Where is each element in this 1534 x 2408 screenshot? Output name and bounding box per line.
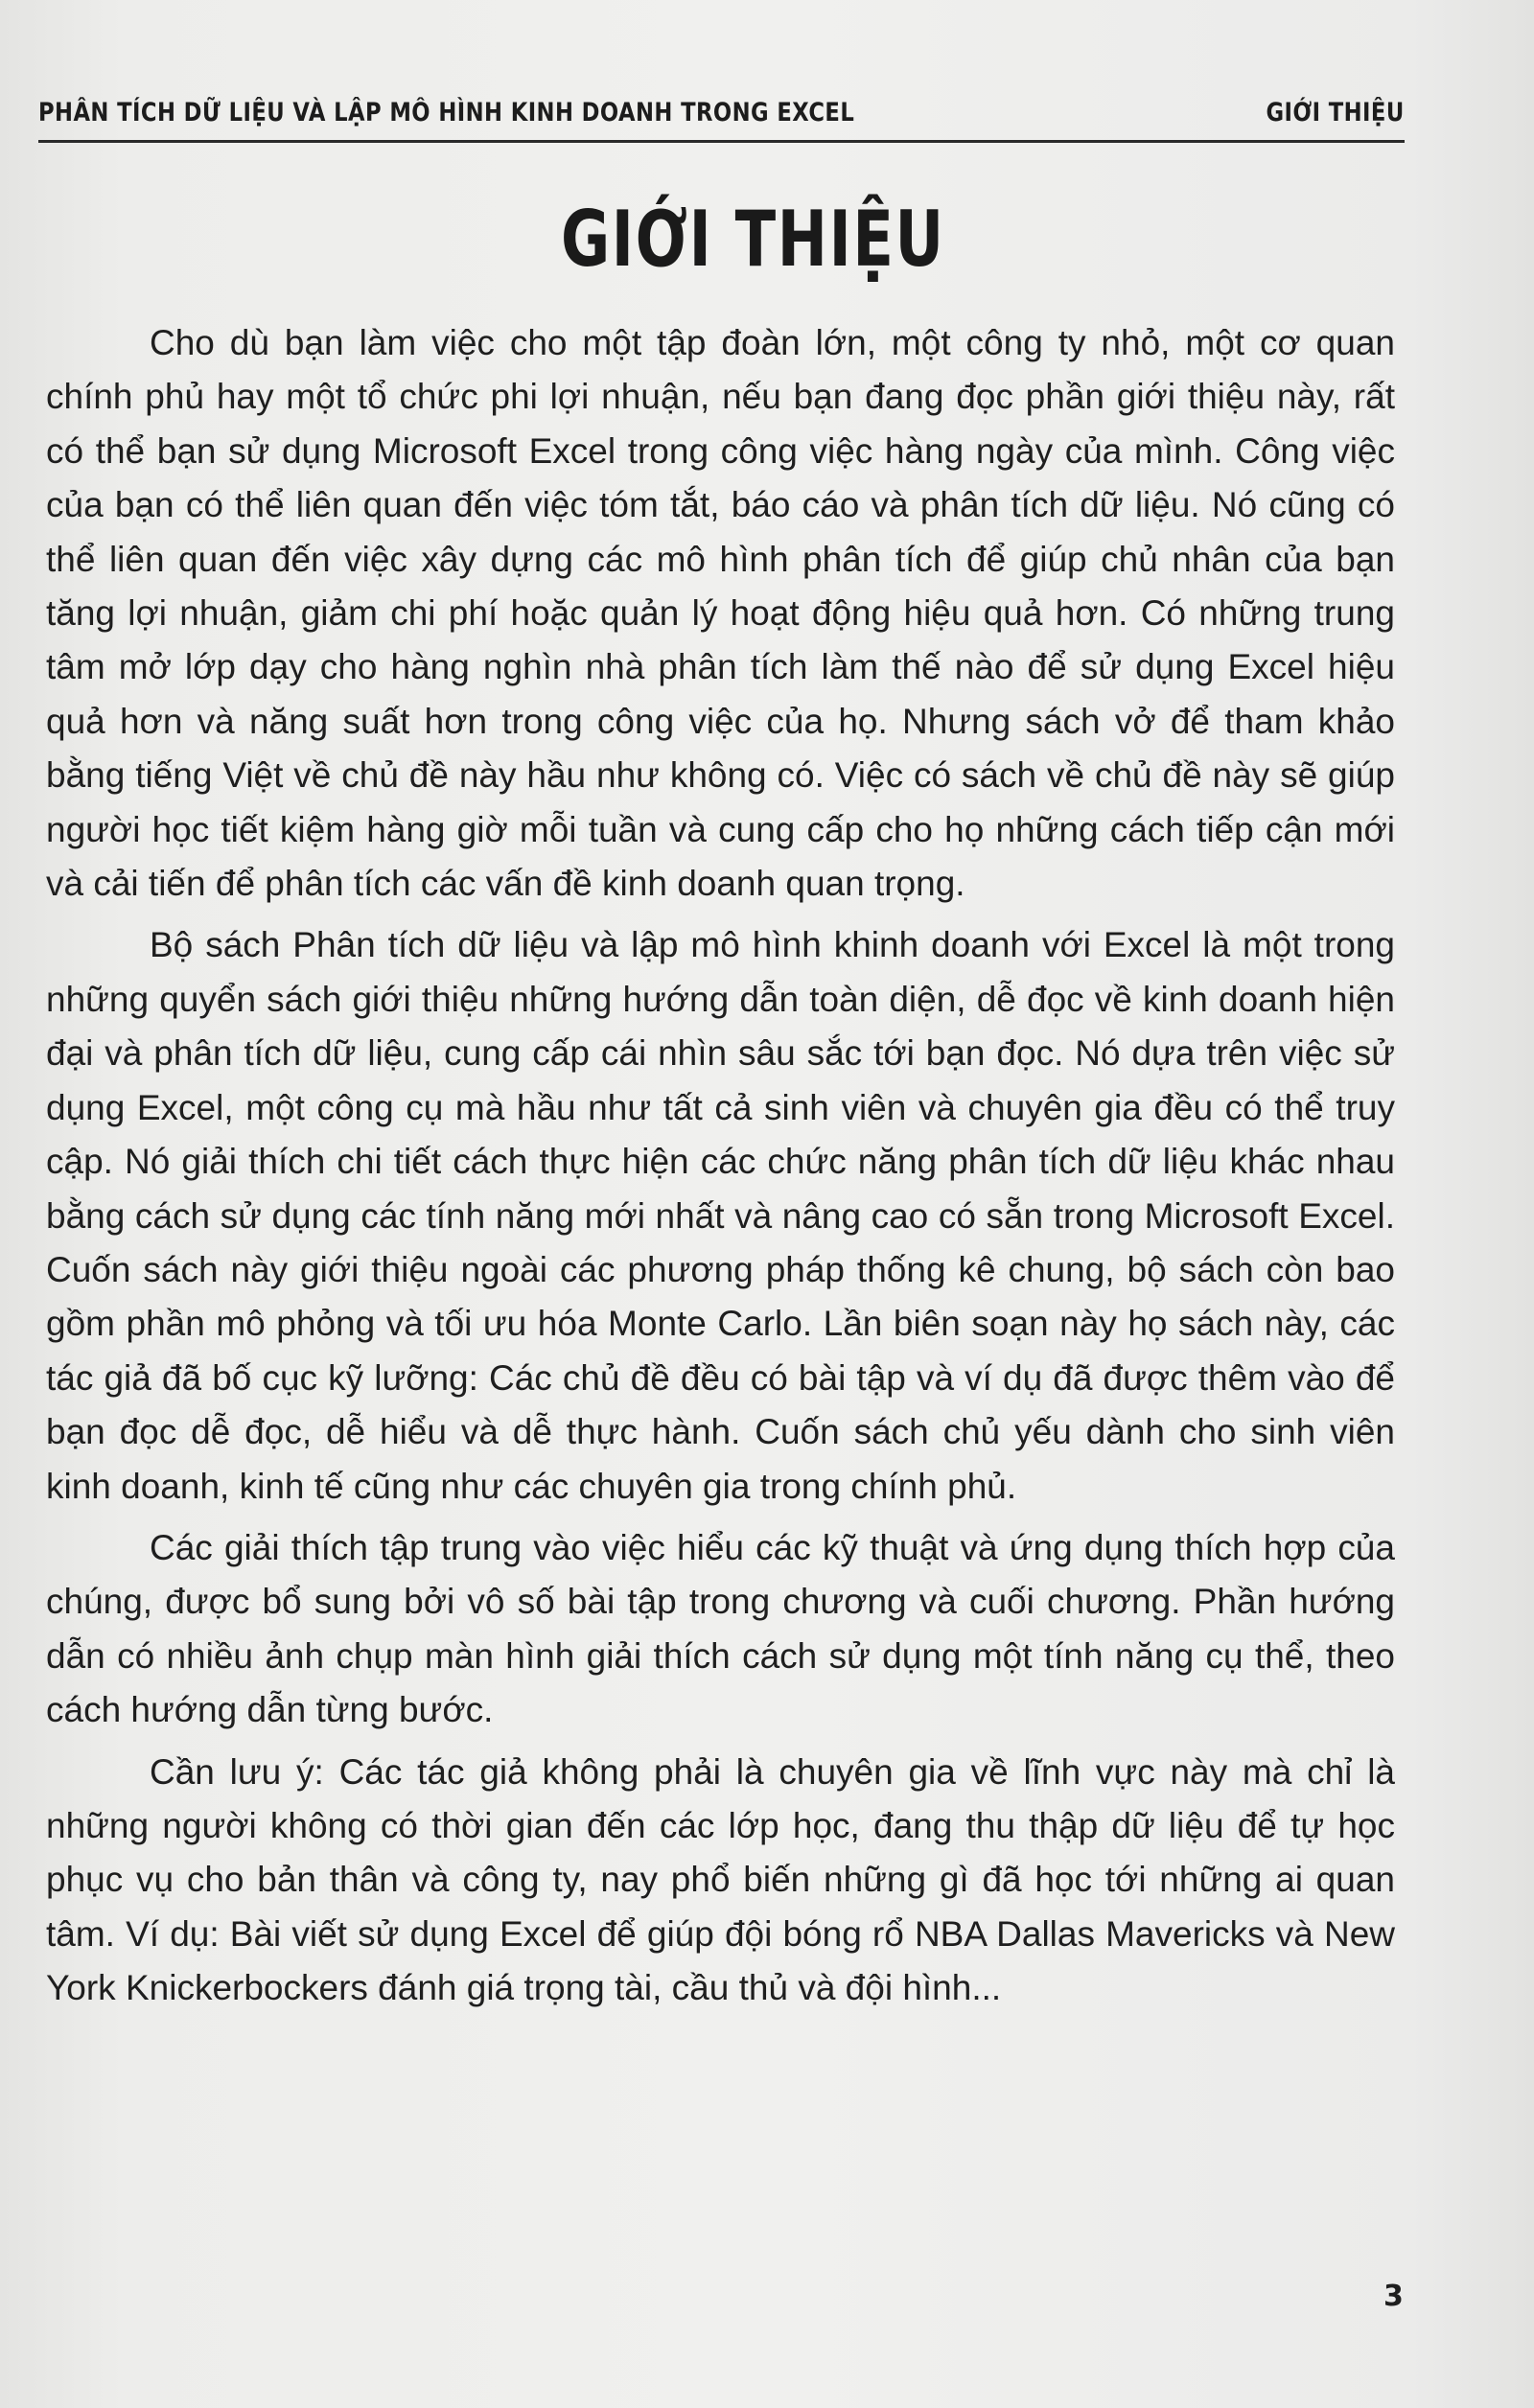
body-text [46,316,1395,2016]
running-header [38,94,1405,143]
running-header-book-title: PHÂN TÍCH DỮ LIỆU VÀ LẬP MÔ HÌNH KINH DOANH TRONG EXCEL [38,98,855,127]
paragraph-3: Các giải thích tập trung vào việc hiểu các kỹ thuật và ứng dụng thích hợp của chúng, được bổ sung bởi vô số bài tập trong chương và cuối chương. Phần hướng dẫn có nhiều ảnh chụp màn hình giải thích cách sử dụng một tính năng cụ thể, theo cách hướng dẫn từng bước. [46,1527,1395,1730]
paragraph-2: Bộ sách Phân tích dữ liệu và lập mô hình khinh doanh với Excel là một trong những quyển sách giới thiệu những hướng dẫn toàn diện, dễ đọc về kinh doanh hiện đại và phân tích dữ liệu, cung cấp cái nhìn sâu sắc tới bạn đọc. Nó dựa trên việc sử dụng Excel, một công cụ mà hầu như tất cả sinh viên và chuyên gia đều có thể truy cập. Nó giải thích chi tiết cách thực hiện các chức năng phân tích dữ liệu khác nhau bằng cách sử dụng các tính năng mới nhất và nâng cao có sẵn trong Microsoft Excel. Cuốn sách này giới thiệu ngoài các phương pháp thống kê chung, bộ sách còn bao gồm phần mô phỏng và tối ưu hóa Monte Carlo. Lần biên soạn này họ sách này, các tác giả đã bố cục kỹ lưỡng: Các chủ đề đều có bài tập và ví dụ đã được thêm vào để bạn đọc dễ đọc, dễ hiểu và dễ thực hành. Cuốn sách chủ yếu dành cho sinh viên kinh doanh, kinh tế cũng như các chuyên gia trong chính phủ. [46,925,1395,1506]
page-number: 3 [1383,2280,1404,2313]
chapter-title: GIỚI THIỆU [561,195,945,284]
paragraph-4: Cần lưu ý: Các tác giả không phải là chuyên gia về lĩnh vực này mà chỉ là những người không có thời gian đến các lớp học, đang thu thập dữ liệu để tự học phục vụ cho bản thân và công ty, nay phổ biến những gì đã học tới những ai quan tâm. Ví dụ: Bài viết sử dụng Excel để giúp đội bóng rổ NBA Dallas Mavericks và New York Knickerbockers đánh giá trọng tài, cầu thủ và đội hình... [46,1751,1395,2008]
running-header-section: GIỚI THIỆU [1266,98,1405,127]
paragraph-1: Cho dù bạn làm việc cho một tập đoàn lớn, một công ty nhỏ, một cơ quan chính phủ hay một tổ chức phi lợi nhuận, nếu bạn đang đọc phần giới thiệu này, rất có thể bạn sử dụng Microsoft Excel trong công việc hàng ngày của mình. Công việc của bạn có thể liên quan đến việc tóm tắt, báo cáo và phân tích dữ liệu. Nó cũng có thể liên quan đến việc xây dựng các mô hình phân tích để giúp chủ nhân của bạn tăng lợi nhuận, giảm chi phí hoặc quản lý hoạt động hiệu quả hơn. Có những trung tâm mở lớp dạy cho hàng nghìn nhà phân tích làm thế nào để sử dụng Excel hiệu quả hơn và năng suất hơn trong công việc của họ. Nhưng sách vở để tham khảo bằng tiếng Việt về chủ đề này hầu như không có. Việc có sách về chủ đề này sẽ giúp người học tiết kiệm hàng giờ mỗi tuần và cung cấp cho họ những cách tiếp cận mới và cải tiến để phân tích các vấn đề kinh doanh quan trọng. [46,323,1395,904]
